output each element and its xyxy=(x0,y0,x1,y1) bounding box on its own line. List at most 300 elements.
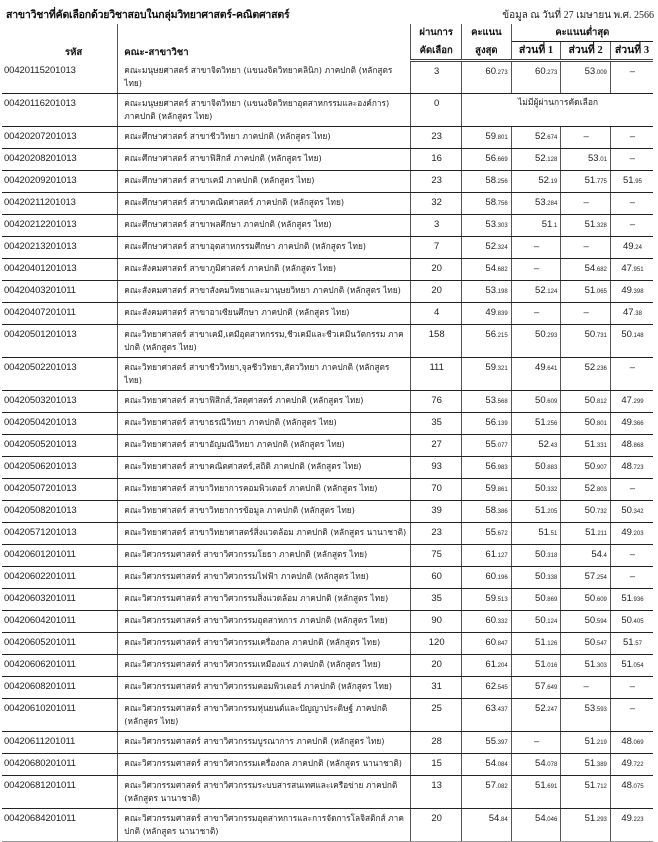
row-passed-count: 13 xyxy=(411,775,462,808)
row-program-name: คณะวิทยาศาสตร์ สาขาคณิตศาสตร์,สถิติ ภาคปกติ (หลักสูตร ไทย) xyxy=(118,456,411,478)
score-decimal: .127 xyxy=(496,552,508,559)
page-header xyxy=(0,0,658,24)
row-max-score: 53.303 xyxy=(462,214,512,236)
row-code: 00420207201013 xyxy=(2,126,118,148)
row-min-part1: 50.869 xyxy=(511,588,561,610)
row-program-name: คณะศึกษาศาสตร์ สาขาคณิตศาสตร์ ภาคปกติ (หลักสูตร ไทย) xyxy=(118,192,411,214)
row-max-score: 54.682 xyxy=(462,258,512,280)
row-passed-count: 31 xyxy=(411,676,462,698)
row-min-part2: 52.803 xyxy=(561,478,611,500)
row-program-name: คณะวิศวกรรมศาสตร์ สาขาวิศวกรรมไฟฟ้า ภาคปกติ (หลักสูตร ไทย) xyxy=(118,566,411,588)
table-row xyxy=(2,500,653,522)
row-min-part1: 51.205 xyxy=(511,500,561,522)
row-program-name: คณะวิศวกรรมศาสตร์ สาขาวิศวกรรมโยธา ภาคปกติ (หลักสูตร ไทย) xyxy=(118,544,411,566)
row-passed-count: 20 xyxy=(411,654,462,676)
table-row xyxy=(2,357,653,390)
score-decimal: .594 xyxy=(595,618,607,625)
row-code: 00420681201011 xyxy=(2,775,118,808)
score-decimal: .299 xyxy=(631,398,644,405)
row-min-part3: 49.366 xyxy=(610,412,653,434)
table-row xyxy=(2,236,653,258)
row-program-name: คณะศึกษาศาสตร์ สาขาพลศึกษา ภาคปกติ (หลักสูตร ไทย) xyxy=(118,214,411,236)
row-min-part1: 51.016 xyxy=(511,654,561,676)
row-min-part1: 50.338 xyxy=(511,566,561,588)
row-passed-count: 0 xyxy=(411,93,462,126)
score-decimal: .124 xyxy=(545,618,558,625)
row-min-part2: 51.389 xyxy=(561,753,611,775)
row-min-part1: 50.609 xyxy=(511,390,561,412)
row-passed-count: 20 xyxy=(411,808,462,841)
table-row xyxy=(2,93,653,126)
row-passed-count: 20 xyxy=(411,280,462,302)
score-decimal: .124 xyxy=(545,288,558,295)
row-min-part3: – xyxy=(610,478,653,500)
row-min-part3: 47.951 xyxy=(610,258,653,280)
row-program-name: คณะสังคมศาสตร์ สาขาอาเซียนศึกษา ภาคปกติ (หลักสูตร ไทย) xyxy=(118,302,411,324)
score-decimal: .215 xyxy=(496,332,508,339)
table-row xyxy=(2,544,653,566)
row-passed-count: 23 xyxy=(411,522,462,544)
score-decimal: .284 xyxy=(545,200,558,207)
row-min-part1: 52.19 xyxy=(511,170,561,192)
table-row xyxy=(2,698,653,731)
row-min-part2: – xyxy=(561,236,611,258)
score-decimal: .332 xyxy=(545,486,558,493)
row-passed-count: 35 xyxy=(411,588,462,610)
score-decimal: .077 xyxy=(496,442,508,449)
row-program-name: คณะวิทยาศาสตร์ สาขาวิทยาศาสตร์สิ่งแวดล้อม ภาคปกติ (หลักสูตร นานาชาติ) xyxy=(118,522,411,544)
score-decimal: .732 xyxy=(595,508,607,515)
row-code: 00420213201013 xyxy=(2,236,118,258)
score-decimal: .722 xyxy=(631,761,644,768)
row-min-part2: 54.682 xyxy=(561,258,611,280)
table-row xyxy=(2,170,653,192)
row-code: 00420571201013 xyxy=(2,522,118,544)
results-body xyxy=(2,61,653,842)
row-code: 00420680201011 xyxy=(2,753,118,775)
row-min-part3: 49.203 xyxy=(610,522,653,544)
row-min-part3: 48.075 xyxy=(610,775,653,808)
row-max-score: 55.077 xyxy=(462,434,512,456)
score-decimal: .247 xyxy=(545,706,558,713)
row-program-name: คณะสังคมศาสตร์ สาขาภูมิศาสตร์ ภาคปกติ (หลักสูตร ไทย) xyxy=(118,258,411,280)
score-decimal: .1 xyxy=(552,222,558,229)
row-program-name: คณะวิศวกรรมศาสตร์ สาขาวิศวกรรมอุตสาหการและการจัดการโลจิสติกส์ ภาคปกติ (หลักสูตร นานาชาติ) xyxy=(118,808,411,841)
row-program-name: คณะวิทยาศาสตร์ สาขาฟิสิกส์,วัสดุศาสตร์ ภาคปกติ (หลักสูตร ไทย) xyxy=(118,390,411,412)
table-row xyxy=(2,258,653,280)
score-decimal: .386 xyxy=(496,508,508,515)
row-code: 00420505201013 xyxy=(2,434,118,456)
score-decimal: .936 xyxy=(631,596,644,603)
row-program-name: คณะวิศวกรรมศาสตร์ สาขาวิศวกรรมระบบสารสนเทศและเครือข่าย ภาคปกติ (หลักสูตร นานาชาติ) xyxy=(118,775,411,808)
table-row xyxy=(2,126,653,148)
row-min-part1: 51.126 xyxy=(511,632,561,654)
score-decimal: .801 xyxy=(496,134,508,141)
row-program-name: คณะวิศวกรรมศาสตร์ สาขาวิศวกรรมหุ่นยนต์และปัญญาประดิษฐ์ ภาคปกติ (หลักสูตร ไทย) xyxy=(118,698,411,731)
score-decimal: .983 xyxy=(496,464,508,471)
score-decimal: .01 xyxy=(598,156,607,163)
table-row xyxy=(2,775,653,808)
row-min-part3: 47.38 xyxy=(610,302,653,324)
score-decimal: .084 xyxy=(496,761,508,768)
score-decimal: .303 xyxy=(595,662,607,669)
row-code: 00420501201013 xyxy=(2,324,118,357)
score-decimal: .254 xyxy=(595,574,607,581)
row-program-name: คณะวิทยาศาสตร์ สาขาอัญมณีวิทยา ภาคปกติ (หลักสูตร ไทย) xyxy=(118,434,411,456)
row-passed-count: 3 xyxy=(411,61,462,94)
row-min-part1: 60.273 xyxy=(511,61,561,94)
score-decimal: .43 xyxy=(548,442,558,449)
row-code: 00420504201013 xyxy=(2,412,118,434)
row-program-name: คณะวิศวกรรมศาสตร์ สาขาวิศวกรรมเครื่องกล ภาคปกติ (หลักสูตร นานาชาติ) xyxy=(118,753,411,775)
col-header-part1: ส่วนที่ 1 xyxy=(511,42,561,61)
row-min-part2: 50.812 xyxy=(561,390,611,412)
row-code: 00420610201011 xyxy=(2,698,118,731)
score-decimal: .389 xyxy=(595,761,607,768)
row-min-part3: – xyxy=(610,214,653,236)
row-program-name: คณะวิทยาศาสตร์ สาขาวิทยาการข้อมูล ภาคปกติ (หลักสูตร ไทย) xyxy=(118,500,411,522)
row-min-part1: 52.128 xyxy=(511,148,561,170)
score-decimal: .593 xyxy=(595,706,607,713)
row-code: 00420407201011 xyxy=(2,302,118,324)
table-row xyxy=(2,324,653,357)
score-decimal: .256 xyxy=(496,178,508,185)
score-decimal: .51 xyxy=(548,530,558,537)
score-decimal: .331 xyxy=(595,442,607,449)
row-code: 00420508201013 xyxy=(2,500,118,522)
score-decimal: .203 xyxy=(631,530,644,537)
score-decimal: .4 xyxy=(601,552,607,559)
row-min-part3: 51.936 xyxy=(610,588,653,610)
row-code: 00420502201013 xyxy=(2,357,118,390)
row-min-part3: 47.299 xyxy=(610,390,653,412)
score-decimal: .95 xyxy=(633,178,642,185)
row-min-part2: 50.609 xyxy=(561,588,611,610)
score-decimal: .069 xyxy=(631,739,644,746)
row-min-part1: – xyxy=(511,731,561,753)
row-max-score: 58.256 xyxy=(462,170,512,192)
row-max-score: 60.847 xyxy=(462,632,512,654)
row-program-name: คณะวิศวกรรมศาสตร์ สาขาวิศวกรรมคอมพิวเตอร์ ภาคปกติ (หลักสูตร ไทย) xyxy=(118,676,411,698)
table-row xyxy=(2,731,653,753)
row-max-score: 52.324 xyxy=(462,236,512,258)
row-passed-count: 120 xyxy=(411,632,462,654)
row-min-part1: 52.247 xyxy=(511,698,561,731)
row-max-score: 60.332 xyxy=(462,610,512,632)
score-decimal: .57 xyxy=(633,640,642,647)
row-min-part1: 54.078 xyxy=(511,753,561,775)
row-min-part3: – xyxy=(610,357,653,390)
row-program-name: คณะวิทยาศาสตร์ สาขาชีววิทยา,จุลชีววิทยา,สัตววิทยา ภาคปกติ (หลักสูตร ไทย) xyxy=(118,357,411,390)
score-decimal: .883 xyxy=(545,464,558,471)
row-min-part3: – xyxy=(610,192,653,214)
col-header-max-2: สูงสุด xyxy=(462,42,512,61)
score-decimal: .682 xyxy=(595,266,607,273)
row-passed-count: 32 xyxy=(411,192,462,214)
score-decimal: .38 xyxy=(633,310,642,317)
row-max-score: 55.672 xyxy=(462,522,512,544)
row-passed-count: 23 xyxy=(411,126,462,148)
score-decimal: .775 xyxy=(595,178,607,185)
score-decimal: .126 xyxy=(545,640,558,647)
row-passed-count: 15 xyxy=(411,753,462,775)
score-decimal: .547 xyxy=(595,640,607,647)
score-decimal: .951 xyxy=(631,266,644,273)
score-decimal: .812 xyxy=(595,398,607,405)
score-decimal: .223 xyxy=(631,816,644,823)
row-min-part1: 50.332 xyxy=(511,478,561,500)
row-program-name: คณะวิทยาศาสตร์ สาขาเคมี,เคมีอุตสาหกรรม,ชีวเคมีและชีวเคมีนวัตกรรม ภาคปกติ (หลักสูตร ไทย) xyxy=(118,324,411,357)
row-min-part3: – xyxy=(610,698,653,731)
score-decimal: .054 xyxy=(631,662,644,669)
row-program-name: คณะสังคมศาสตร์ สาขาสังคมวิทยาและมานุษยวิทยา ภาคปกติ (หลักสูตร ไทย) xyxy=(118,280,411,302)
col-header-code: รหัส xyxy=(65,46,83,58)
score-decimal: .847 xyxy=(496,640,508,647)
score-decimal: .641 xyxy=(545,365,558,372)
score-decimal: .196 xyxy=(496,574,508,581)
row-min-part2: 50.547 xyxy=(561,632,611,654)
row-no-selection-note: ไม่มีผู้ผ่านการคัดเลือก xyxy=(462,93,653,126)
row-passed-count: 3 xyxy=(411,214,462,236)
col-header-name: คณะ-สาขาวิชา xyxy=(118,24,411,61)
score-decimal: .204 xyxy=(496,662,508,669)
col-header-min-group: คะแนนต่ำสุด xyxy=(511,24,653,42)
row-min-part2: 51.331 xyxy=(561,434,611,456)
row-min-part3: – xyxy=(610,676,653,698)
row-passed-count: 23 xyxy=(411,170,462,192)
row-max-score: 61.127 xyxy=(462,544,512,566)
row-code: 00420116201013 xyxy=(2,93,118,126)
score-decimal: .293 xyxy=(595,816,607,823)
row-max-score: 61.204 xyxy=(462,654,512,676)
table-row xyxy=(2,456,653,478)
row-min-part2: 57.254 xyxy=(561,566,611,588)
table-row xyxy=(2,522,653,544)
row-passed-count: 60 xyxy=(411,566,462,588)
row-passed-count: 39 xyxy=(411,500,462,522)
row-program-name: คณะศึกษาศาสตร์ สาขาฟิสิกส์ ภาคปกติ (หลักสูตร ไทย) xyxy=(118,148,411,170)
row-max-score: 62.545 xyxy=(462,676,512,698)
score-decimal: .861 xyxy=(496,486,508,493)
score-decimal: .24 xyxy=(633,244,642,251)
row-code: 00420601201011 xyxy=(2,544,118,566)
score-decimal: .328 xyxy=(595,222,607,229)
row-min-part2: 51.293 xyxy=(561,808,611,841)
score-decimal: .568 xyxy=(496,398,508,405)
score-decimal: .869 xyxy=(545,596,558,603)
score-decimal: .082 xyxy=(496,783,508,790)
row-min-part1: 50.293 xyxy=(511,324,561,357)
score-decimal: .691 xyxy=(545,783,558,790)
row-max-score: 59.513 xyxy=(462,588,512,610)
score-decimal: .219 xyxy=(595,739,607,746)
row-min-part1: – xyxy=(511,302,561,324)
row-program-name: คณะมนุษยศาสตร์ สาขาจิตวิทยา (แขนงจิตวิทยาคลินิก) ภาคปกติ (หลักสูตร ไทย) xyxy=(118,61,411,94)
row-max-score: 56.983 xyxy=(462,456,512,478)
score-decimal: .712 xyxy=(595,783,607,790)
score-decimal: .342 xyxy=(631,508,644,515)
row-min-part2: 50.801 xyxy=(561,412,611,434)
row-code: 00420605201011 xyxy=(2,632,118,654)
table-row xyxy=(2,302,653,324)
table-row xyxy=(2,192,653,214)
row-program-name: คณะวิทยาศาสตร์ สาขาวิทยาการคอมพิวเตอร์ ภาคปกติ (หลักสูตร ไทย) xyxy=(118,478,411,500)
score-decimal: .016 xyxy=(545,662,558,669)
table-row xyxy=(2,588,653,610)
score-decimal: .674 xyxy=(545,134,558,141)
row-min-part2: 53.593 xyxy=(561,698,611,731)
score-decimal: .338 xyxy=(545,574,558,581)
page-title: สาขาวิชาที่คัดเลือกด้วยวิชาสอบในกลุ่มวิทยาศาสตร์-คณิตศาสตร์ xyxy=(6,9,290,21)
row-code: 00420603201011 xyxy=(2,588,118,610)
row-program-name: คณะศึกษาศาสตร์ สาขาชีววิทยา ภาคปกติ (หลักสูตร ไทย) xyxy=(118,126,411,148)
row-min-part3: 49.398 xyxy=(610,280,653,302)
row-min-part2: 51.219 xyxy=(561,731,611,753)
row-code: 00420606201011 xyxy=(2,654,118,676)
row-max-score: 56.215 xyxy=(462,324,512,357)
row-passed-count: 75 xyxy=(411,544,462,566)
table-row xyxy=(2,214,653,236)
score-decimal: .075 xyxy=(631,783,644,790)
row-passed-count: 90 xyxy=(411,610,462,632)
row-max-score: 59.801 xyxy=(462,126,512,148)
row-passed-count: 7 xyxy=(411,236,462,258)
row-code: 00420503201013 xyxy=(2,390,118,412)
score-decimal: .046 xyxy=(545,816,558,823)
score-decimal: .366 xyxy=(631,420,644,427)
row-program-name: คณะมนุษยศาสตร์ สาขาจิตวิทยา (แขนงจิตวิทยาอุตสาหกรรมและองค์การ) ภาคปกติ (หลักสูตร ไทย) xyxy=(118,93,411,126)
col-header-max-1: คะแนน xyxy=(462,24,512,42)
score-decimal: .236 xyxy=(595,365,607,372)
row-min-part2: 51.712 xyxy=(561,775,611,808)
score-decimal: .273 xyxy=(545,70,558,76)
row-max-score: 55.397 xyxy=(462,731,512,753)
score-decimal: .303 xyxy=(496,222,508,229)
row-min-part1: 53.284 xyxy=(511,192,561,214)
table-row xyxy=(2,808,653,841)
row-max-score: 53.568 xyxy=(462,390,512,412)
row-code: 00420211201013 xyxy=(2,192,118,214)
row-passed-count: 20 xyxy=(411,258,462,280)
row-program-name: คณะวิศวกรรมศาสตร์ สาขาวิศวกรรมสิ่งแวดล้อม ภาคปกติ (หลักสูตร ไทย) xyxy=(118,588,411,610)
row-max-score: 60.273 xyxy=(462,61,512,94)
row-min-part2: 50.907 xyxy=(561,456,611,478)
row-min-part3: – xyxy=(610,148,653,170)
score-decimal: .437 xyxy=(496,706,508,713)
row-max-score: 57.082 xyxy=(462,775,512,808)
row-min-part2: – xyxy=(561,192,611,214)
score-decimal: .065 xyxy=(595,288,607,295)
row-program-name: คณะวิศวกรรมศาสตร์ สาขาวิศวกรรมบูรณาการ ภาคปกติ (หลักสูตร ไทย) xyxy=(118,731,411,753)
row-max-score: 53.198 xyxy=(462,280,512,302)
row-min-part3: 49.223 xyxy=(610,808,653,841)
row-passed-count: 158 xyxy=(411,324,462,357)
row-code: 00420507201013 xyxy=(2,478,118,500)
table-row xyxy=(2,412,653,434)
row-min-part3: 51.95 xyxy=(610,170,653,192)
row-code: 00420208201013 xyxy=(2,148,118,170)
row-min-part3: 50.148 xyxy=(610,324,653,357)
table-row xyxy=(2,478,653,500)
row-min-part2: – xyxy=(561,302,611,324)
row-code: 00420608201011 xyxy=(2,676,118,698)
row-code: 00420611201011 xyxy=(2,731,118,753)
row-max-score: 60.196 xyxy=(462,566,512,588)
score-decimal: .803 xyxy=(595,486,607,493)
score-decimal: .682 xyxy=(496,266,508,273)
row-min-part3: 48.069 xyxy=(610,731,653,753)
col-header-passed-2: คัดเลือก xyxy=(411,42,462,61)
score-decimal: .397 xyxy=(496,739,508,746)
col-header-part3: ส่วนที่ 3 xyxy=(610,42,653,61)
data-date: ข้อมูล ณ วันที่ 27 เมษายน พ.ศ. 2566 xyxy=(502,10,654,21)
score-decimal: .211 xyxy=(595,530,607,537)
row-min-part2: 51.328 xyxy=(561,214,611,236)
row-passed-count: 93 xyxy=(411,456,462,478)
score-decimal: .273 xyxy=(496,70,508,76)
col-header-passed-1: ผ่านการ xyxy=(411,24,462,42)
score-decimal: .839 xyxy=(496,310,508,317)
row-program-name: คณะวิศวกรรมศาสตร์ สาขาวิศวกรรมเหมืองแร่ ภาคปกติ (หลักสูตร ไทย) xyxy=(118,654,411,676)
score-decimal: .19 xyxy=(548,178,558,185)
score-decimal: .198 xyxy=(496,288,508,295)
row-program-name: คณะวิศวกรรมศาสตร์ สาขาวิศวกรรมอุตสาหการ ภาคปกติ (หลักสูตร ไทย) xyxy=(118,610,411,632)
score-decimal: .672 xyxy=(496,530,508,537)
row-max-score: 56.139 xyxy=(462,412,512,434)
score-decimal: .513 xyxy=(496,596,508,603)
row-code: 00420604201011 xyxy=(2,610,118,632)
row-max-score: 49.839 xyxy=(462,302,512,324)
row-max-score: 54.084 xyxy=(462,753,512,775)
score-decimal: .669 xyxy=(496,156,508,163)
table-row xyxy=(2,566,653,588)
table-row xyxy=(2,753,653,775)
row-min-part1: 51.691 xyxy=(511,775,561,808)
row-min-part1: 50.883 xyxy=(511,456,561,478)
score-decimal: .009 xyxy=(595,70,607,76)
score-decimal: .609 xyxy=(595,596,607,603)
row-max-score: 59.861 xyxy=(462,478,512,500)
row-passed-count: 111 xyxy=(411,357,462,390)
row-program-name: คณะศึกษาศาสตร์ สาขาเคมี ภาคปกติ (หลักสูตร ไทย) xyxy=(118,170,411,192)
score-decimal: .731 xyxy=(595,332,607,339)
table-row xyxy=(2,676,653,698)
row-min-part2: 51.775 xyxy=(561,170,611,192)
table-row xyxy=(2,632,653,654)
row-min-part3: 51.054 xyxy=(610,654,653,676)
score-decimal: .293 xyxy=(545,332,558,339)
row-min-part2: 50.731 xyxy=(561,324,611,357)
row-code: 00420403201011 xyxy=(2,280,118,302)
row-min-part2: 51.211 xyxy=(561,522,611,544)
table-row xyxy=(2,434,653,456)
table-row xyxy=(2,654,653,676)
row-min-part1: 51.1 xyxy=(511,214,561,236)
row-min-part2: 53.01 xyxy=(561,148,611,170)
score-decimal: .205 xyxy=(545,508,558,515)
row-min-part3: – xyxy=(610,126,653,148)
table-row xyxy=(2,280,653,302)
row-min-part3: 48.868 xyxy=(610,434,653,456)
row-passed-count: 70 xyxy=(411,478,462,500)
row-max-score: 58.756 xyxy=(462,192,512,214)
row-passed-count: 4 xyxy=(411,302,462,324)
row-min-part1: – xyxy=(511,258,561,280)
score-decimal: .405 xyxy=(631,618,644,625)
row-passed-count: 16 xyxy=(411,148,462,170)
row-min-part1: – xyxy=(511,236,561,258)
row-min-part3: 49.722 xyxy=(610,753,653,775)
